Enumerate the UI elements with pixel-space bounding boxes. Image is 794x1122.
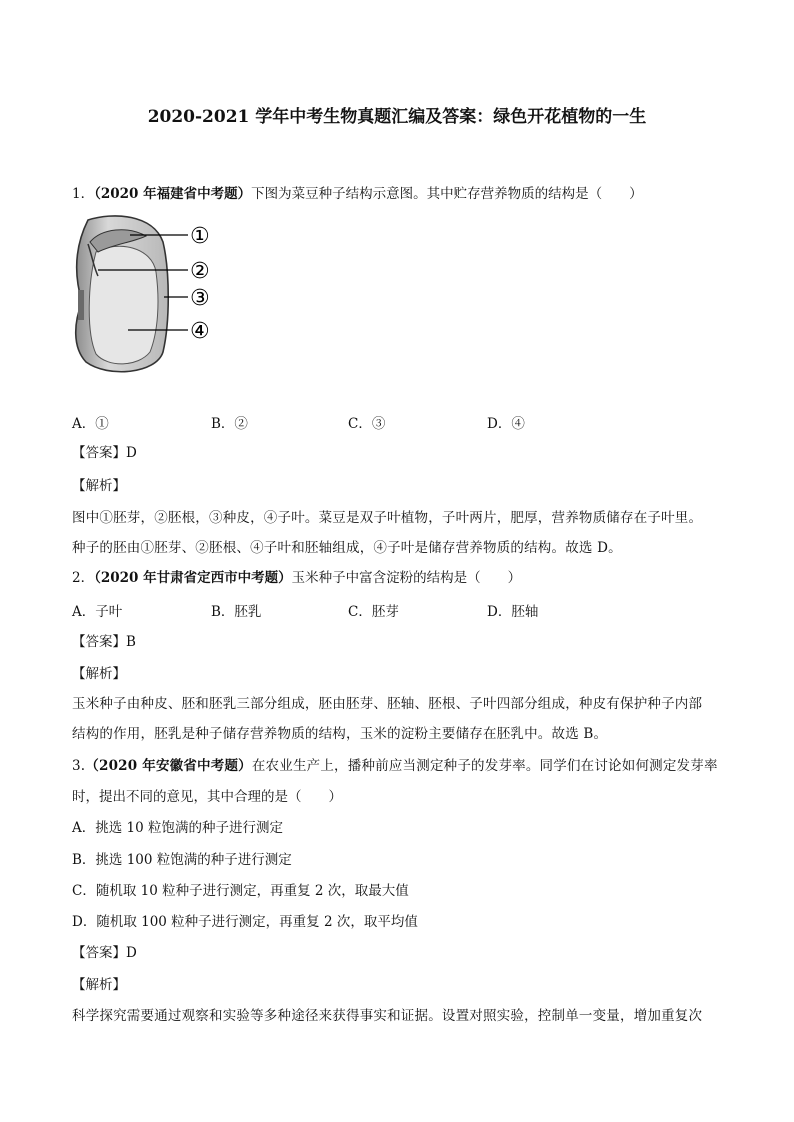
option-b[interactable]: B．胚乳 [211,604,262,620]
question-number: 1． [72,186,95,202]
analysis-label: 【解析】 [72,478,126,494]
question-number: 3. [72,758,86,774]
analysis-text: 种子的胚由①胚芽、②胚根、④子叶和胚轴组成，④子叶是储存营养物质的结构。故选 D。 [72,540,622,556]
question-source: （2020 年甘肃省定西市中考题） [94,570,292,586]
page-title: 2020-2021 学年中考生物真题汇编及答案：绿色开花植物的一生 [147,107,647,127]
option-a[interactable]: A．子叶 [72,604,123,620]
question-text: 时，提出不同的意见，其中合理的是（ ） [72,789,342,805]
label-2: ② [190,259,210,284]
option-c[interactable]: C．胚芽 [348,604,399,620]
label-4: ④ [190,319,210,344]
question-number: 2． [72,570,95,586]
analysis-text: 结构的作用，胚乳是种子储存营养物质的结构，玉米的淀粉主要储存在胚乳中。故选 B。 [72,726,608,742]
option-a[interactable]: A．① [72,416,109,432]
analysis-label: 【解析】 [72,666,126,682]
question-text: 下图为菜豆种子结构示意图。其中贮存营养物质的结构是（ ） [251,186,643,202]
analysis-label: 【解析】 [72,977,126,993]
analysis-text: 玉米种子由种皮、胚和胚乳三部分组成，胚由胚芽、胚轴、胚根、子叶四部分组成，种皮有保护种子内部 [72,696,703,712]
answer: 【答案】D [72,945,137,961]
question-1-options [0,412,794,432]
option-b[interactable]: B．挑选 100 粒饱满的种子进行测定 [72,852,292,868]
cotyledon-shape [89,246,158,364]
question-2-stem [72,568,521,588]
analysis-text: 科学探究需要通过观察和实验等多种途径来获得事实和证据。设置对照实验，控制单一变量，增加重复次 [72,1008,703,1024]
option-d[interactable]: D．随机取 100 粒种子进行测定，再重复 2 次，取平均值 [72,914,418,930]
answer: 【答案】D [72,445,137,461]
option-c[interactable]: C．③ [348,416,386,432]
option-d[interactable]: D．胚轴 [487,604,539,620]
option-c[interactable]: C．随机取 10 粒种子进行测定，再重复 2 次，取最大值 [72,883,409,899]
label-1: ① [190,224,210,249]
answer: 【答案】B [72,634,136,650]
question-2-options [0,600,794,620]
question-3-stem [72,756,718,776]
analysis-text: 图中①胚芽，②胚根，③种皮，④子叶。菜豆是双子叶植物，子叶两片，肥厚，营养物质储存在子叶里。 [72,510,703,526]
hilum-mark [78,290,84,320]
option-b[interactable]: B．② [211,416,248,432]
question-text: 在农业生产上，播种前应当测定种子的发芽率。同学们在讨论如何测定发芽率 [251,758,718,774]
question-text: 玉米种子中富含淀粉的结构是（ ） [291,570,522,586]
bean-seed-diagram [68,212,228,380]
option-d[interactable]: D．④ [487,416,525,432]
question-source: （2020 年安徽省中考题） [85,758,252,774]
question-1-stem [72,184,643,204]
label-3: ③ [190,286,210,311]
question-source: （2020 年福建省中考题） [94,186,252,202]
option-a[interactable]: A．挑选 10 粒饱满的种子进行测定 [72,820,284,836]
